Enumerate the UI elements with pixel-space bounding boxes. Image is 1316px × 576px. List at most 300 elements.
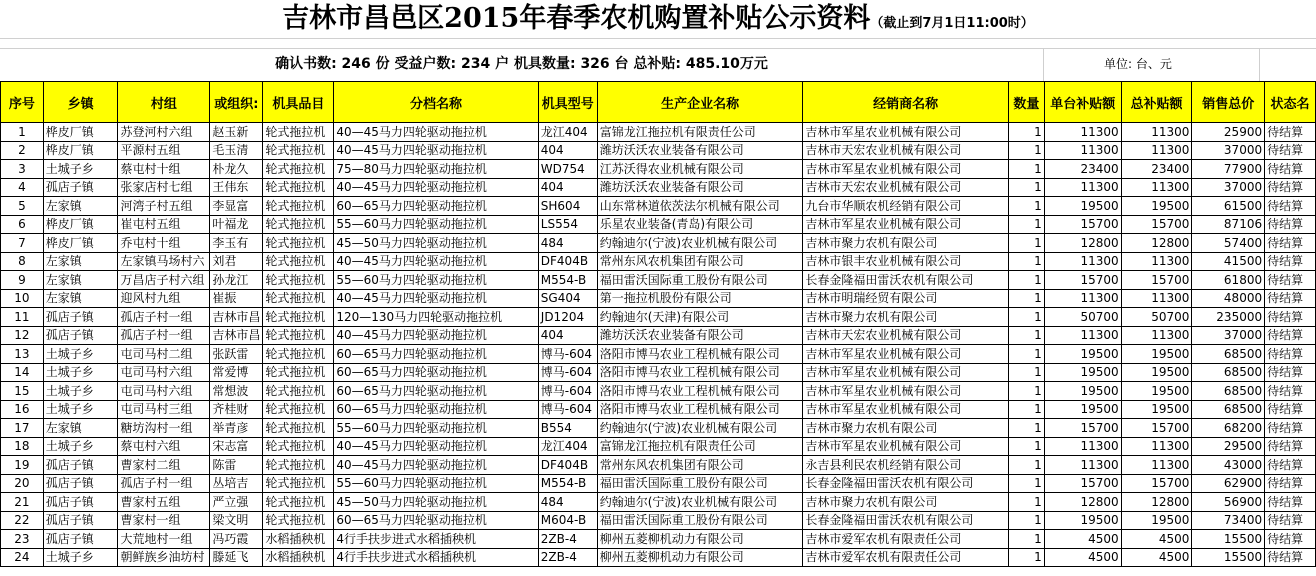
cell-index: 4 <box>1 178 44 197</box>
cell-model: M554-B <box>538 474 597 493</box>
cell-model: DF404B <box>538 252 597 271</box>
cell-township: 孤店子镇 <box>43 456 118 475</box>
cell-class: 60—65马力四轮驱动拖拉机 <box>334 197 538 216</box>
cell-dealer: 吉林市天宏农业机械有限公司 <box>803 178 1008 197</box>
table-row <box>1 437 1316 456</box>
cell-status: 待结算 <box>1265 234 1316 253</box>
cell-quantity: 1 <box>1008 289 1044 308</box>
unit-label: 单位: 台、元 <box>1104 57 1172 71</box>
cell-village: 屯司马村三组 <box>118 400 210 419</box>
header-col-index: 序号 <box>1 82 44 123</box>
cell-sale-price: 68200 <box>1192 419 1265 438</box>
cell-model: 博马-604 <box>538 382 597 401</box>
cell-dealer: 吉林市爱军农机有限责任公司 <box>803 530 1008 549</box>
cell-village: 河湾子村五组 <box>118 197 210 216</box>
cell-village: 孤店子村一组 <box>118 326 210 345</box>
cell-total-subsidy: 19500 <box>1121 345 1192 364</box>
cell-class: 60—65马力四轮驱动拖拉机 <box>334 345 538 364</box>
cell-sale-price: 68500 <box>1192 382 1265 401</box>
cell-township: 左家镇 <box>43 271 118 290</box>
cell-village: 屯司马村六组 <box>118 382 210 401</box>
cell-model: B554 <box>538 419 597 438</box>
cell-township: 桦皮厂镇 <box>43 141 118 160</box>
cell-status: 待结算 <box>1265 141 1316 160</box>
cell-quantity: 1 <box>1008 141 1044 160</box>
cell-village: 平源村五组 <box>118 141 210 160</box>
cell-category: 轮式拖拉机 <box>263 419 334 438</box>
cell-township: 桦皮厂镇 <box>43 123 118 142</box>
cell-sale-price: 15500 <box>1192 530 1265 549</box>
cell-quantity: 1 <box>1008 382 1044 401</box>
header-row <box>1 82 1316 123</box>
cell-village: 曹家村一组 <box>118 511 210 530</box>
cell-total-subsidy: 12800 <box>1121 234 1192 253</box>
cell-township: 左家镇 <box>43 252 118 271</box>
cell-total-subsidy: 19500 <box>1121 382 1192 401</box>
cell-owner: 叶福龙 <box>210 215 263 234</box>
cell-owner: 冯巧霞 <box>210 530 263 549</box>
cell-unit-subsidy: 11300 <box>1044 289 1121 308</box>
header-col-township: 乡镇 <box>43 82 118 123</box>
cell-owner: 刘君 <box>210 252 263 271</box>
cell-status: 待结算 <box>1265 400 1316 419</box>
cell-manufacturer: 约翰迪尔(天津)有限公司 <box>597 308 803 327</box>
cell-index: 15 <box>1 382 44 401</box>
header-col-category: 机具品目 <box>263 82 334 123</box>
cell-manufacturer: 约翰迪尔(宁波)农业机械有限公司 <box>597 419 803 438</box>
cell-township: 孤店子镇 <box>43 326 118 345</box>
cell-quantity: 1 <box>1008 308 1044 327</box>
cell-village: 乔屯村十组 <box>118 234 210 253</box>
cell-manufacturer: 福田雷沃国际重工股份有限公司 <box>597 271 803 290</box>
subsidy-table <box>0 81 1316 567</box>
cell-index: 1 <box>1 123 44 142</box>
cell-model: DF404B <box>538 456 597 475</box>
cell-dealer: 吉林市军星农业机械有限公司 <box>803 382 1008 401</box>
cell-sale-price: 41500 <box>1192 252 1265 271</box>
cell-class: 40—45马力四轮驱动拖拉机 <box>334 437 538 456</box>
title-main: 吉林市昌邑区2015年春季农机购置补贴公示资料 <box>282 3 871 34</box>
cell-status: 待结算 <box>1265 289 1316 308</box>
cell-category: 轮式拖拉机 <box>263 437 334 456</box>
cell-sale-price: 235000 <box>1192 308 1265 327</box>
cell-total-subsidy: 11300 <box>1121 178 1192 197</box>
cell-owner: 李显富 <box>210 197 263 216</box>
cell-manufacturer: 潍坊沃沃农业装备有限公司 <box>597 178 803 197</box>
cell-class: 75—80马力四轮驱动拖拉机 <box>334 160 538 179</box>
cell-category: 轮式拖拉机 <box>263 400 334 419</box>
gridline <box>0 38 1316 39</box>
cell-category: 轮式拖拉机 <box>263 493 334 512</box>
cell-model: WD754 <box>538 160 597 179</box>
cell-status: 待结算 <box>1265 530 1316 549</box>
cell-category: 轮式拖拉机 <box>263 363 334 382</box>
summary-text: 确认书数: 246 份 受益户数: 234 户 机具数量: 326 台 总补贴: 485.10万元 <box>275 56 768 72</box>
cell-manufacturer: 常州东风农机集团有限公司 <box>597 252 803 271</box>
cell-category: 轮式拖拉机 <box>263 215 334 234</box>
header-col-village: 村组 <box>118 82 210 123</box>
cell-category: 轮式拖拉机 <box>263 197 334 216</box>
cell-unit-subsidy: 15700 <box>1044 419 1121 438</box>
cell-township: 土城子乡 <box>43 345 118 364</box>
cell-status: 待结算 <box>1265 308 1316 327</box>
cell-unit-subsidy: 15700 <box>1044 474 1121 493</box>
cell-category: 轮式拖拉机 <box>263 271 334 290</box>
table-row <box>1 252 1316 271</box>
cell-unit-subsidy: 19500 <box>1044 345 1121 364</box>
header-col-manufacturer: 生产企业名称 <box>597 82 803 123</box>
cell-status: 待结算 <box>1265 215 1316 234</box>
cell-quantity: 1 <box>1008 178 1044 197</box>
cell-sale-price: 61500 <box>1192 197 1265 216</box>
cell-class: 55—60马力四轮驱动拖拉机 <box>334 474 538 493</box>
cell-owner: 吉林市昌 <box>210 308 263 327</box>
cell-class: 55—60马力四轮驱动拖拉机 <box>334 215 538 234</box>
cell-model: 2ZB-4 <box>538 548 597 567</box>
table-row <box>1 271 1316 290</box>
cell-total-subsidy: 15700 <box>1121 474 1192 493</box>
cell-unit-subsidy: 19500 <box>1044 511 1121 530</box>
cell-sale-price: 68500 <box>1192 345 1265 364</box>
cell-unit-subsidy: 12800 <box>1044 493 1121 512</box>
cell-total-subsidy: 4500 <box>1121 548 1192 567</box>
cell-total-subsidy: 11300 <box>1121 123 1192 142</box>
header-col-class: 分档名称 <box>334 82 538 123</box>
cell-manufacturer: 常州东风农机集团有限公司 <box>597 456 803 475</box>
cell-total-subsidy: 15700 <box>1121 271 1192 290</box>
cell-sale-price: 68500 <box>1192 400 1265 419</box>
cell-unit-subsidy: 11300 <box>1044 437 1121 456</box>
cell-class: 120—130马力四轮驱动拖拉机 <box>334 308 538 327</box>
cell-owner: 毛玉清 <box>210 141 263 160</box>
cell-status: 待结算 <box>1265 548 1316 567</box>
cell-total-subsidy: 4500 <box>1121 530 1192 549</box>
cell-quantity: 1 <box>1008 474 1044 493</box>
cell-total-subsidy: 11300 <box>1121 141 1192 160</box>
cell-village: 曹家村二组 <box>118 456 210 475</box>
header-col-total-subsidy: 总补贴额 <box>1121 82 1192 123</box>
cell-total-subsidy: 11300 <box>1121 289 1192 308</box>
cell-village: 左家镇马场村六 <box>118 252 210 271</box>
cell-unit-subsidy: 12800 <box>1044 234 1121 253</box>
table-row <box>1 474 1316 493</box>
cell-class: 45—50马力四轮驱动拖拉机 <box>334 493 538 512</box>
table-row <box>1 326 1316 345</box>
table-row <box>1 234 1316 253</box>
cell-unit-subsidy: 11300 <box>1044 252 1121 271</box>
cell-dealer: 永吉县利民农机经销有限公司 <box>803 456 1008 475</box>
cell-total-subsidy: 19500 <box>1121 400 1192 419</box>
cell-sale-price: 61800 <box>1192 271 1265 290</box>
cell-village: 屯司马村二组 <box>118 345 210 364</box>
cell-dealer: 吉林市军星农业机械有限公司 <box>803 345 1008 364</box>
table-row <box>1 308 1316 327</box>
cell-sale-price: 77900 <box>1192 160 1265 179</box>
cell-manufacturer: 洛阳市博马农业工程机械有限公司 <box>597 363 803 382</box>
cell-model: SG404 <box>538 289 597 308</box>
cell-class: 40—45马力四轮驱动拖拉机 <box>334 252 538 271</box>
header-col-status: 状态名 <box>1265 82 1316 123</box>
cell-index: 18 <box>1 437 44 456</box>
cell-class: 40—45马力四轮驱动拖拉机 <box>334 141 538 160</box>
cell-manufacturer: 柳州五菱柳机动力有限公司 <box>597 548 803 567</box>
cell-class: 40—45马力四轮驱动拖拉机 <box>334 326 538 345</box>
cell-owner: 李玉有 <box>210 234 263 253</box>
cell-total-subsidy: 19500 <box>1121 363 1192 382</box>
cell-status: 待结算 <box>1265 271 1316 290</box>
cell-township: 土城子乡 <box>43 548 118 567</box>
cell-manufacturer: 柳州五菱柳机动力有限公司 <box>597 530 803 549</box>
cell-owner: 常爱博 <box>210 363 263 382</box>
cell-sale-price: 29500 <box>1192 437 1265 456</box>
cell-category: 轮式拖拉机 <box>263 289 334 308</box>
cell-township: 左家镇 <box>43 289 118 308</box>
cell-township: 土城子乡 <box>43 363 118 382</box>
cell-category: 轮式拖拉机 <box>263 123 334 142</box>
cell-status: 待结算 <box>1265 160 1316 179</box>
cell-unit-subsidy: 11300 <box>1044 178 1121 197</box>
cell-sale-price: 56900 <box>1192 493 1265 512</box>
table-row <box>1 382 1316 401</box>
cell-township: 土城子乡 <box>43 437 118 456</box>
cell-index: 24 <box>1 548 44 567</box>
cell-quantity: 1 <box>1008 252 1044 271</box>
cell-class: 4行手扶步进式水稻插秧机 <box>334 530 538 549</box>
cell-category: 水稻插秧机 <box>263 530 334 549</box>
cell-index: 11 <box>1 308 44 327</box>
cell-category: 轮式拖拉机 <box>263 234 334 253</box>
cell-owner: 齐桂财 <box>210 400 263 419</box>
cell-index: 19 <box>1 456 44 475</box>
cell-dealer: 吉林市天宏农业机械有限公司 <box>803 326 1008 345</box>
table-row <box>1 511 1316 530</box>
cell-model: JD1204 <box>538 308 597 327</box>
cell-dealer: 吉林市天宏农业机械有限公司 <box>803 141 1008 160</box>
cell-total-subsidy: 19500 <box>1121 197 1192 216</box>
table-row <box>1 530 1316 549</box>
cell-total-subsidy: 50700 <box>1121 308 1192 327</box>
cell-class: 40—45马力四轮驱动拖拉机 <box>334 123 538 142</box>
cell-index: 6 <box>1 215 44 234</box>
cell-manufacturer: 福田雷沃国际重工股份有限公司 <box>597 511 803 530</box>
cell-sale-price: 43000 <box>1192 456 1265 475</box>
cell-sale-price: 37000 <box>1192 141 1265 160</box>
cell-total-subsidy: 11300 <box>1121 252 1192 271</box>
cell-category: 轮式拖拉机 <box>263 308 334 327</box>
cell-index: 7 <box>1 234 44 253</box>
header-col-model: 机具型号 <box>538 82 597 123</box>
cell-unit-subsidy: 23400 <box>1044 160 1121 179</box>
cell-status: 待结算 <box>1265 345 1316 364</box>
table-row <box>1 419 1316 438</box>
summary-row <box>0 48 1316 81</box>
cell-manufacturer: 乐星农业装备(青岛)有限公司 <box>597 215 803 234</box>
cell-model: 龙江404 <box>538 437 597 456</box>
cell-village: 蔡屯村六组 <box>118 437 210 456</box>
cell-total-subsidy: 11300 <box>1121 456 1192 475</box>
cell-sale-price: 37000 <box>1192 326 1265 345</box>
cell-township: 孤店子镇 <box>43 493 118 512</box>
cell-status: 待结算 <box>1265 178 1316 197</box>
cell-class: 60—65马力四轮驱动拖拉机 <box>334 363 538 382</box>
cell-status: 待结算 <box>1265 382 1316 401</box>
cell-township: 土城子乡 <box>43 160 118 179</box>
cell-index: 3 <box>1 160 44 179</box>
cell-village: 蔡屯村十组 <box>118 160 210 179</box>
cell-township: 孤店子镇 <box>43 474 118 493</box>
cell-unit-subsidy: 19500 <box>1044 382 1121 401</box>
cell-model: 博马-604 <box>538 363 597 382</box>
cell-category: 轮式拖拉机 <box>263 178 334 197</box>
cell-owner: 吉林市昌 <box>210 326 263 345</box>
cell-quantity: 1 <box>1008 456 1044 475</box>
cell-manufacturer: 洛阳市博马农业工程机械有限公司 <box>597 400 803 419</box>
table-row <box>1 289 1316 308</box>
cell-sale-price: 73400 <box>1192 511 1265 530</box>
cell-manufacturer: 富锦龙江拖拉机有限责任公司 <box>597 437 803 456</box>
cell-dealer: 吉林市军星农业机械有限公司 <box>803 363 1008 382</box>
cell-township: 土城子乡 <box>43 400 118 419</box>
cell-quantity: 1 <box>1008 160 1044 179</box>
cell-dealer: 吉林市军星农业机械有限公司 <box>803 400 1008 419</box>
cell-model: 404 <box>538 178 597 197</box>
cell-status: 待结算 <box>1265 437 1316 456</box>
cell-township: 孤店子镇 <box>43 511 118 530</box>
cell-total-subsidy: 12800 <box>1121 493 1192 512</box>
cell-manufacturer: 洛阳市博马农业工程机械有限公司 <box>597 382 803 401</box>
header-col-quantity: 数量 <box>1008 82 1044 123</box>
cell-model: 博马-604 <box>538 400 597 419</box>
cell-dealer: 吉林市军星农业机械有限公司 <box>803 123 1008 142</box>
cell-sale-price: 37000 <box>1192 178 1265 197</box>
cell-status: 待结算 <box>1265 493 1316 512</box>
cell-status: 待结算 <box>1265 363 1316 382</box>
cell-village: 万昌店子村六组 <box>118 271 210 290</box>
cell-status: 待结算 <box>1265 456 1316 475</box>
cell-quantity: 1 <box>1008 419 1044 438</box>
cell-unit-subsidy: 19500 <box>1044 363 1121 382</box>
cell-quantity: 1 <box>1008 215 1044 234</box>
table-row <box>1 363 1316 382</box>
cell-manufacturer: 山东常林道依茨法尔机械有限公司 <box>597 197 803 216</box>
cell-dealer: 吉林市银丰农业机械有限公司 <box>803 252 1008 271</box>
cell-dealer: 吉林市军星农业机械有限公司 <box>803 437 1008 456</box>
cell-quantity: 1 <box>1008 234 1044 253</box>
cell-village: 孤店子村一组 <box>118 474 210 493</box>
cell-index: 9 <box>1 271 44 290</box>
cell-index: 14 <box>1 363 44 382</box>
cell-owner: 崔振 <box>210 289 263 308</box>
cell-category: 轮式拖拉机 <box>263 160 334 179</box>
cell-village: 迎风村九组 <box>118 289 210 308</box>
cell-model: 2ZB-4 <box>538 530 597 549</box>
cell-model: M554-B <box>538 271 597 290</box>
cell-category: 轮式拖拉机 <box>263 252 334 271</box>
cell-unit-subsidy: 11300 <box>1044 123 1121 142</box>
gridline <box>1259 48 1260 82</box>
cell-class: 4行手扶步进式水稻插秧机 <box>334 548 538 567</box>
cell-sale-price: 15500 <box>1192 548 1265 567</box>
cell-village: 张家店村七组 <box>118 178 210 197</box>
cell-sale-price: 68500 <box>1192 363 1265 382</box>
cell-total-subsidy: 23400 <box>1121 160 1192 179</box>
cell-dealer: 吉林市军星农业机械有限公司 <box>803 160 1008 179</box>
cell-owner: 宋志富 <box>210 437 263 456</box>
header-col-sale-price: 销售总价 <box>1192 82 1265 123</box>
cell-sale-price: 87106 <box>1192 215 1265 234</box>
cell-quantity: 1 <box>1008 345 1044 364</box>
cell-village: 糖坊沟村一组 <box>118 419 210 438</box>
cell-category: 轮式拖拉机 <box>263 345 334 364</box>
cell-quantity: 1 <box>1008 437 1044 456</box>
cell-class: 60—65马力四轮驱动拖拉机 <box>334 400 538 419</box>
cell-unit-subsidy: 50700 <box>1044 308 1121 327</box>
cell-total-subsidy: 15700 <box>1121 215 1192 234</box>
cell-category: 水稻插秧机 <box>263 548 334 567</box>
table-row <box>1 160 1316 179</box>
cell-owner: 常想波 <box>210 382 263 401</box>
cell-class: 55—60马力四轮驱动拖拉机 <box>334 419 538 438</box>
cell-village: 崔屯村五组 <box>118 215 210 234</box>
cell-quantity: 1 <box>1008 400 1044 419</box>
cell-index: 17 <box>1 419 44 438</box>
table-row <box>1 197 1316 216</box>
cell-model: 博马-604 <box>538 345 597 364</box>
table-row <box>1 548 1316 567</box>
cell-total-subsidy: 15700 <box>1121 419 1192 438</box>
cell-owner: 滕延飞 <box>210 548 263 567</box>
cell-sale-price: 48000 <box>1192 289 1265 308</box>
cell-dealer: 吉林市聚力农机有限公司 <box>803 308 1008 327</box>
cell-index: 22 <box>1 511 44 530</box>
cell-model: 龙江404 <box>538 123 597 142</box>
cell-village: 孤店子村一组 <box>118 308 210 327</box>
cell-village: 苏登河村六组 <box>118 123 210 142</box>
cell-manufacturer: 富锦龙江拖拉机有限责任公司 <box>597 123 803 142</box>
cell-model: SH604 <box>538 197 597 216</box>
cell-index: 20 <box>1 474 44 493</box>
cell-owner: 朴龙久 <box>210 160 263 179</box>
cell-township: 左家镇 <box>43 419 118 438</box>
table-row <box>1 178 1316 197</box>
cell-owner: 丛培吉 <box>210 474 263 493</box>
cell-unit-subsidy: 19500 <box>1044 197 1121 216</box>
cell-quantity: 1 <box>1008 530 1044 549</box>
cell-unit-subsidy: 11300 <box>1044 141 1121 160</box>
cell-status: 待结算 <box>1265 419 1316 438</box>
cell-status: 待结算 <box>1265 474 1316 493</box>
cell-total-subsidy: 11300 <box>1121 437 1192 456</box>
cell-category: 轮式拖拉机 <box>263 456 334 475</box>
cell-unit-subsidy: 4500 <box>1044 530 1121 549</box>
cell-status: 待结算 <box>1265 511 1316 530</box>
cell-category: 轮式拖拉机 <box>263 326 334 345</box>
cell-quantity: 1 <box>1008 363 1044 382</box>
cell-quantity: 1 <box>1008 548 1044 567</box>
cell-village: 大荒地村一组 <box>118 530 210 549</box>
cell-dealer: 吉林市聚力农机有限公司 <box>803 493 1008 512</box>
cell-category: 轮式拖拉机 <box>263 382 334 401</box>
cell-class: 60—65马力四轮驱动拖拉机 <box>334 382 538 401</box>
cell-owner: 张跃雷 <box>210 345 263 364</box>
header-col-owner: 或组织: <box>210 82 263 123</box>
cell-unit-subsidy: 15700 <box>1044 271 1121 290</box>
cell-owner: 赵玉新 <box>210 123 263 142</box>
cell-class: 40—45马力四轮驱动拖拉机 <box>334 456 538 475</box>
cell-index: 5 <box>1 197 44 216</box>
cell-village: 曹家村五组 <box>118 493 210 512</box>
cell-owner: 严立强 <box>210 493 263 512</box>
